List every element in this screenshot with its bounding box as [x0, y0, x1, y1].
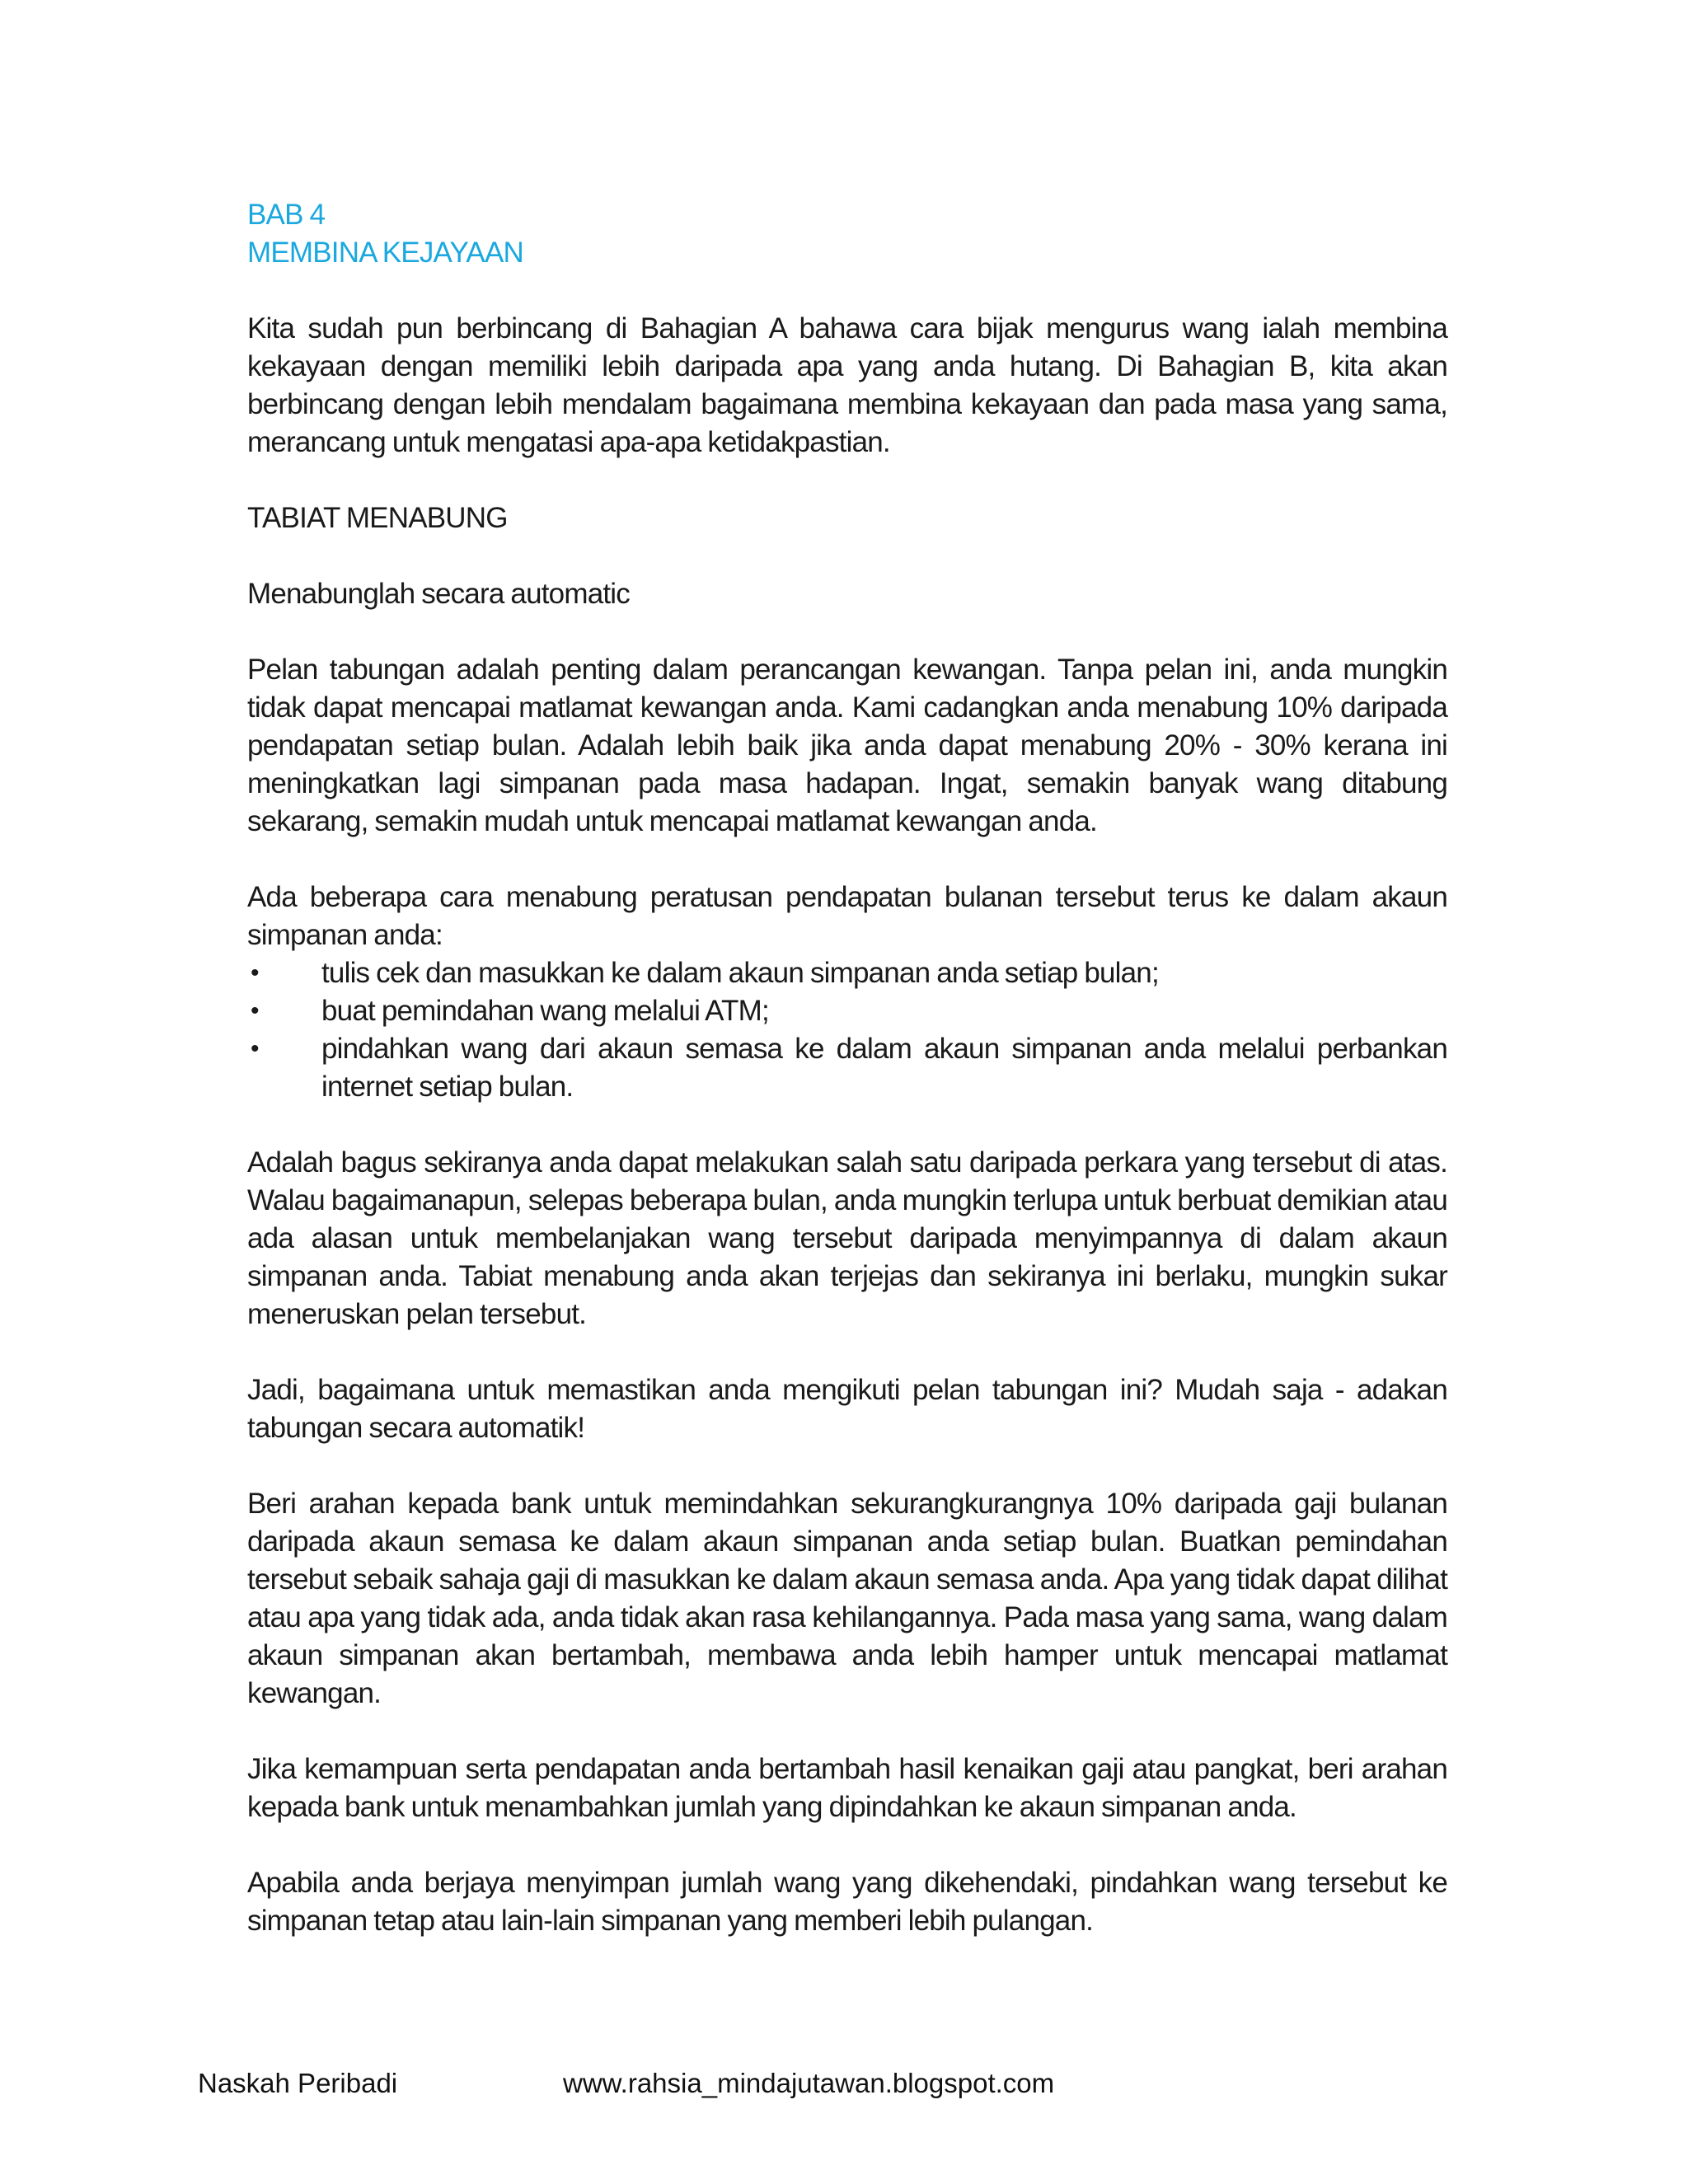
subheading: Menabunglah secara automatic [247, 578, 630, 610]
list-item [247, 954, 1447, 992]
chapter-number: BAB 4 [247, 199, 326, 231]
bullet-icon: • [251, 997, 259, 1024]
list-item [247, 992, 1447, 1030]
intro-paragraph: Kita sudah pun berbincang di Bahagian A bahawa cara bijak mengurus wang ialah membina kekayaan dengan memiliki lebih daripada apa yang anda hutang. Di Bahagian B, kita akan berbincang dengan lebih mendalam bagaimana membina kekayaan dan pada masa yang sama, merancang untuk mengatasi apa-apa ketidakpastian. [247, 312, 1447, 458]
saving-methods-list [247, 954, 1447, 1106]
list-item-text: tulis cek dan masukkan ke dalam akaun simpanan anda setiap bulan; [321, 957, 1159, 989]
footer-label: Naskah Peribadi [198, 2068, 398, 2098]
list-item-text: pindahkan wang dari akaun semasa ke dalam akaun simpanan anda melalui perbankan internet setiap bulan. [321, 1033, 1447, 1103]
list-item [247, 1030, 1447, 1106]
paragraph-fixed-deposit: Apabila anda berjaya menyimpan jumlah wang yang dikehendaki, pindahkan wang tersebut ke simpanan tetap atau lain-lain simpanan yang memberi lebih pulangan. [247, 1867, 1447, 1937]
chapter-header [247, 196, 1447, 272]
list-item-text: buat pemindahan wang melalui ATM; [321, 995, 769, 1027]
bullet-icon: • [251, 1035, 259, 1062]
paragraph-saving-methods-lead: Ada beberapa cara menabung peratusan pendapatan bulanan tersebut terus ke dalam akaun simpanan anda: [247, 881, 1447, 951]
document-body [247, 196, 1447, 1978]
footer-url: www.rahsia_mindajutawan.blogspot.com [563, 2068, 1055, 2098]
bullet-icon: • [251, 959, 259, 987]
chapter-title: MEMBINA KEJAYAAN [247, 237, 523, 269]
paragraph-habit: Adalah bagus sekiranya anda dapat melakukan salah satu daripada perkara yang tersebut di atas. Walau bagaimanapun, selepas beberapa bulan, anda mungkin terlupa untuk berbuat demikian atau ada alasan untuk membelanjakan wang tersebut daripada menyimpannya di dalam akaun simpanan anda. Tabiat menabung anda akan terjejas dan sekiranya ini berlaku, mungkin sukar meneruskan pelan tersebut. [247, 1146, 1447, 1330]
page-footer [198, 2067, 1517, 2100]
paragraph-bank-instruction: Beri arahan kepada bank untuk memindahkan sekurangkurangnya 10% daripada gaji bulanan daripada akaun semasa ke dalam akaun simpanan anda setiap bulan. Buatkan pemindahan tersebut sebaik sahaja gaji di masukkan ke dalam akaun semasa anda. Apa yang tidak dapat dilihat atau apa yang tidak ada, anda tidak akan rasa kehilangannya. Pada masa yang sama, wang dalam akaun simpanan akan bertambah, membawa anda lebih hamper untuk mencapai matlamat kewangan. [247, 1488, 1447, 1709]
paragraph-automatic: Jadi, bagaimana untuk memastikan anda mengikuti pelan tabungan ini? Mudah saja - adakan tabungan secara automatik! [247, 1374, 1447, 1444]
paragraph-savings-plan: Pelan tabungan adalah penting dalam perancangan kewangan. Tanpa pelan ini, anda mungkin tidak dapat mencapai matlamat kewangan anda. Kami cadangkan anda menabung 10% daripada pendapatan setiap bulan. Adalah lebih baik jika anda dapat menabung 20% - 30% kerana ini meningkatkan lagi simpanan pada masa hadapan. Ingat, semakin banyak wang ditabung sekarang, semakin mudah untuk mencapai matlamat kewangan anda. [247, 654, 1447, 837]
paragraph-increase: Jika kemampuan serta pendapatan anda bertambah hasil kenaikan gaji atau pangkat, beri arahan kepada bank untuk menambahkan jumlah yang dipindahkan ke akaun simpanan anda. [247, 1753, 1447, 1823]
section-heading: TABIAT MENABUNG [247, 502, 508, 534]
